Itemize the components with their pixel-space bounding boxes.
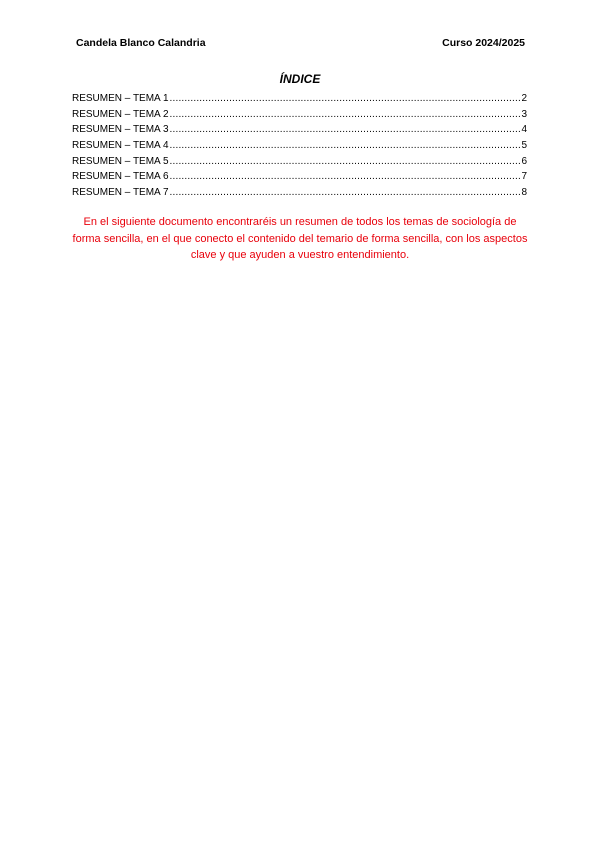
toc-page-number: 6 xyxy=(521,155,527,167)
toc-entry-label: RESUMEN – TEMA 2 xyxy=(72,108,169,120)
toc-entry-label: RESUMEN – TEMA 7 xyxy=(72,187,169,199)
toc-dot-leader xyxy=(170,169,521,185)
toc-page-number: 8 xyxy=(521,187,527,199)
table-of-contents xyxy=(72,91,527,201)
toc-dot-leader xyxy=(170,154,521,170)
toc-entry-tema-3[interactable] xyxy=(72,122,527,138)
author-name: Candela Blanco Calandria xyxy=(76,37,206,49)
toc-entry-tema-7[interactable] xyxy=(72,185,527,201)
toc-entry-label: RESUMEN – TEMA 4 xyxy=(72,140,169,152)
toc-title: ÍNDICE xyxy=(279,72,321,86)
toc-page-number: 2 xyxy=(521,93,527,104)
toc-page-number: 5 xyxy=(521,140,527,152)
course-year: Curso 2024/2025 xyxy=(442,37,525,49)
toc-entry-tema-1[interactable] xyxy=(72,91,527,107)
toc-dot-leader xyxy=(170,107,521,123)
toc-dot-leader xyxy=(170,185,521,201)
toc-entry-tema-4[interactable] xyxy=(72,138,527,154)
toc-dot-leader xyxy=(170,122,521,138)
toc-entry-tema-6[interactable] xyxy=(72,169,527,185)
toc-entry-label: RESUMEN – TEMA 5 xyxy=(72,155,169,167)
toc-dot-leader xyxy=(170,91,521,107)
toc-dot-leader xyxy=(170,138,521,154)
toc-entry-tema-2[interactable] xyxy=(72,107,527,123)
toc-page-number: 3 xyxy=(521,108,527,120)
toc-page-number: 4 xyxy=(521,124,527,136)
intro-note: En el siguiente documento encontraréis un resumen de todos los temas de sociología de forma sencilla, en el que conecto el contenido del temario de forma sencilla, con los aspectos clave y que ayuden a vuestro entendimiento. xyxy=(72,216,528,261)
page-header xyxy=(76,36,525,50)
toc-entry-label: RESUMEN – TEMA 1 xyxy=(72,93,169,104)
toc-entry-label: RESUMEN – TEMA 3 xyxy=(72,124,169,136)
toc-entry-tema-5[interactable] xyxy=(72,154,527,170)
toc-page-number: 7 xyxy=(521,171,527,183)
toc-entry-label: RESUMEN – TEMA 6 xyxy=(72,171,169,183)
